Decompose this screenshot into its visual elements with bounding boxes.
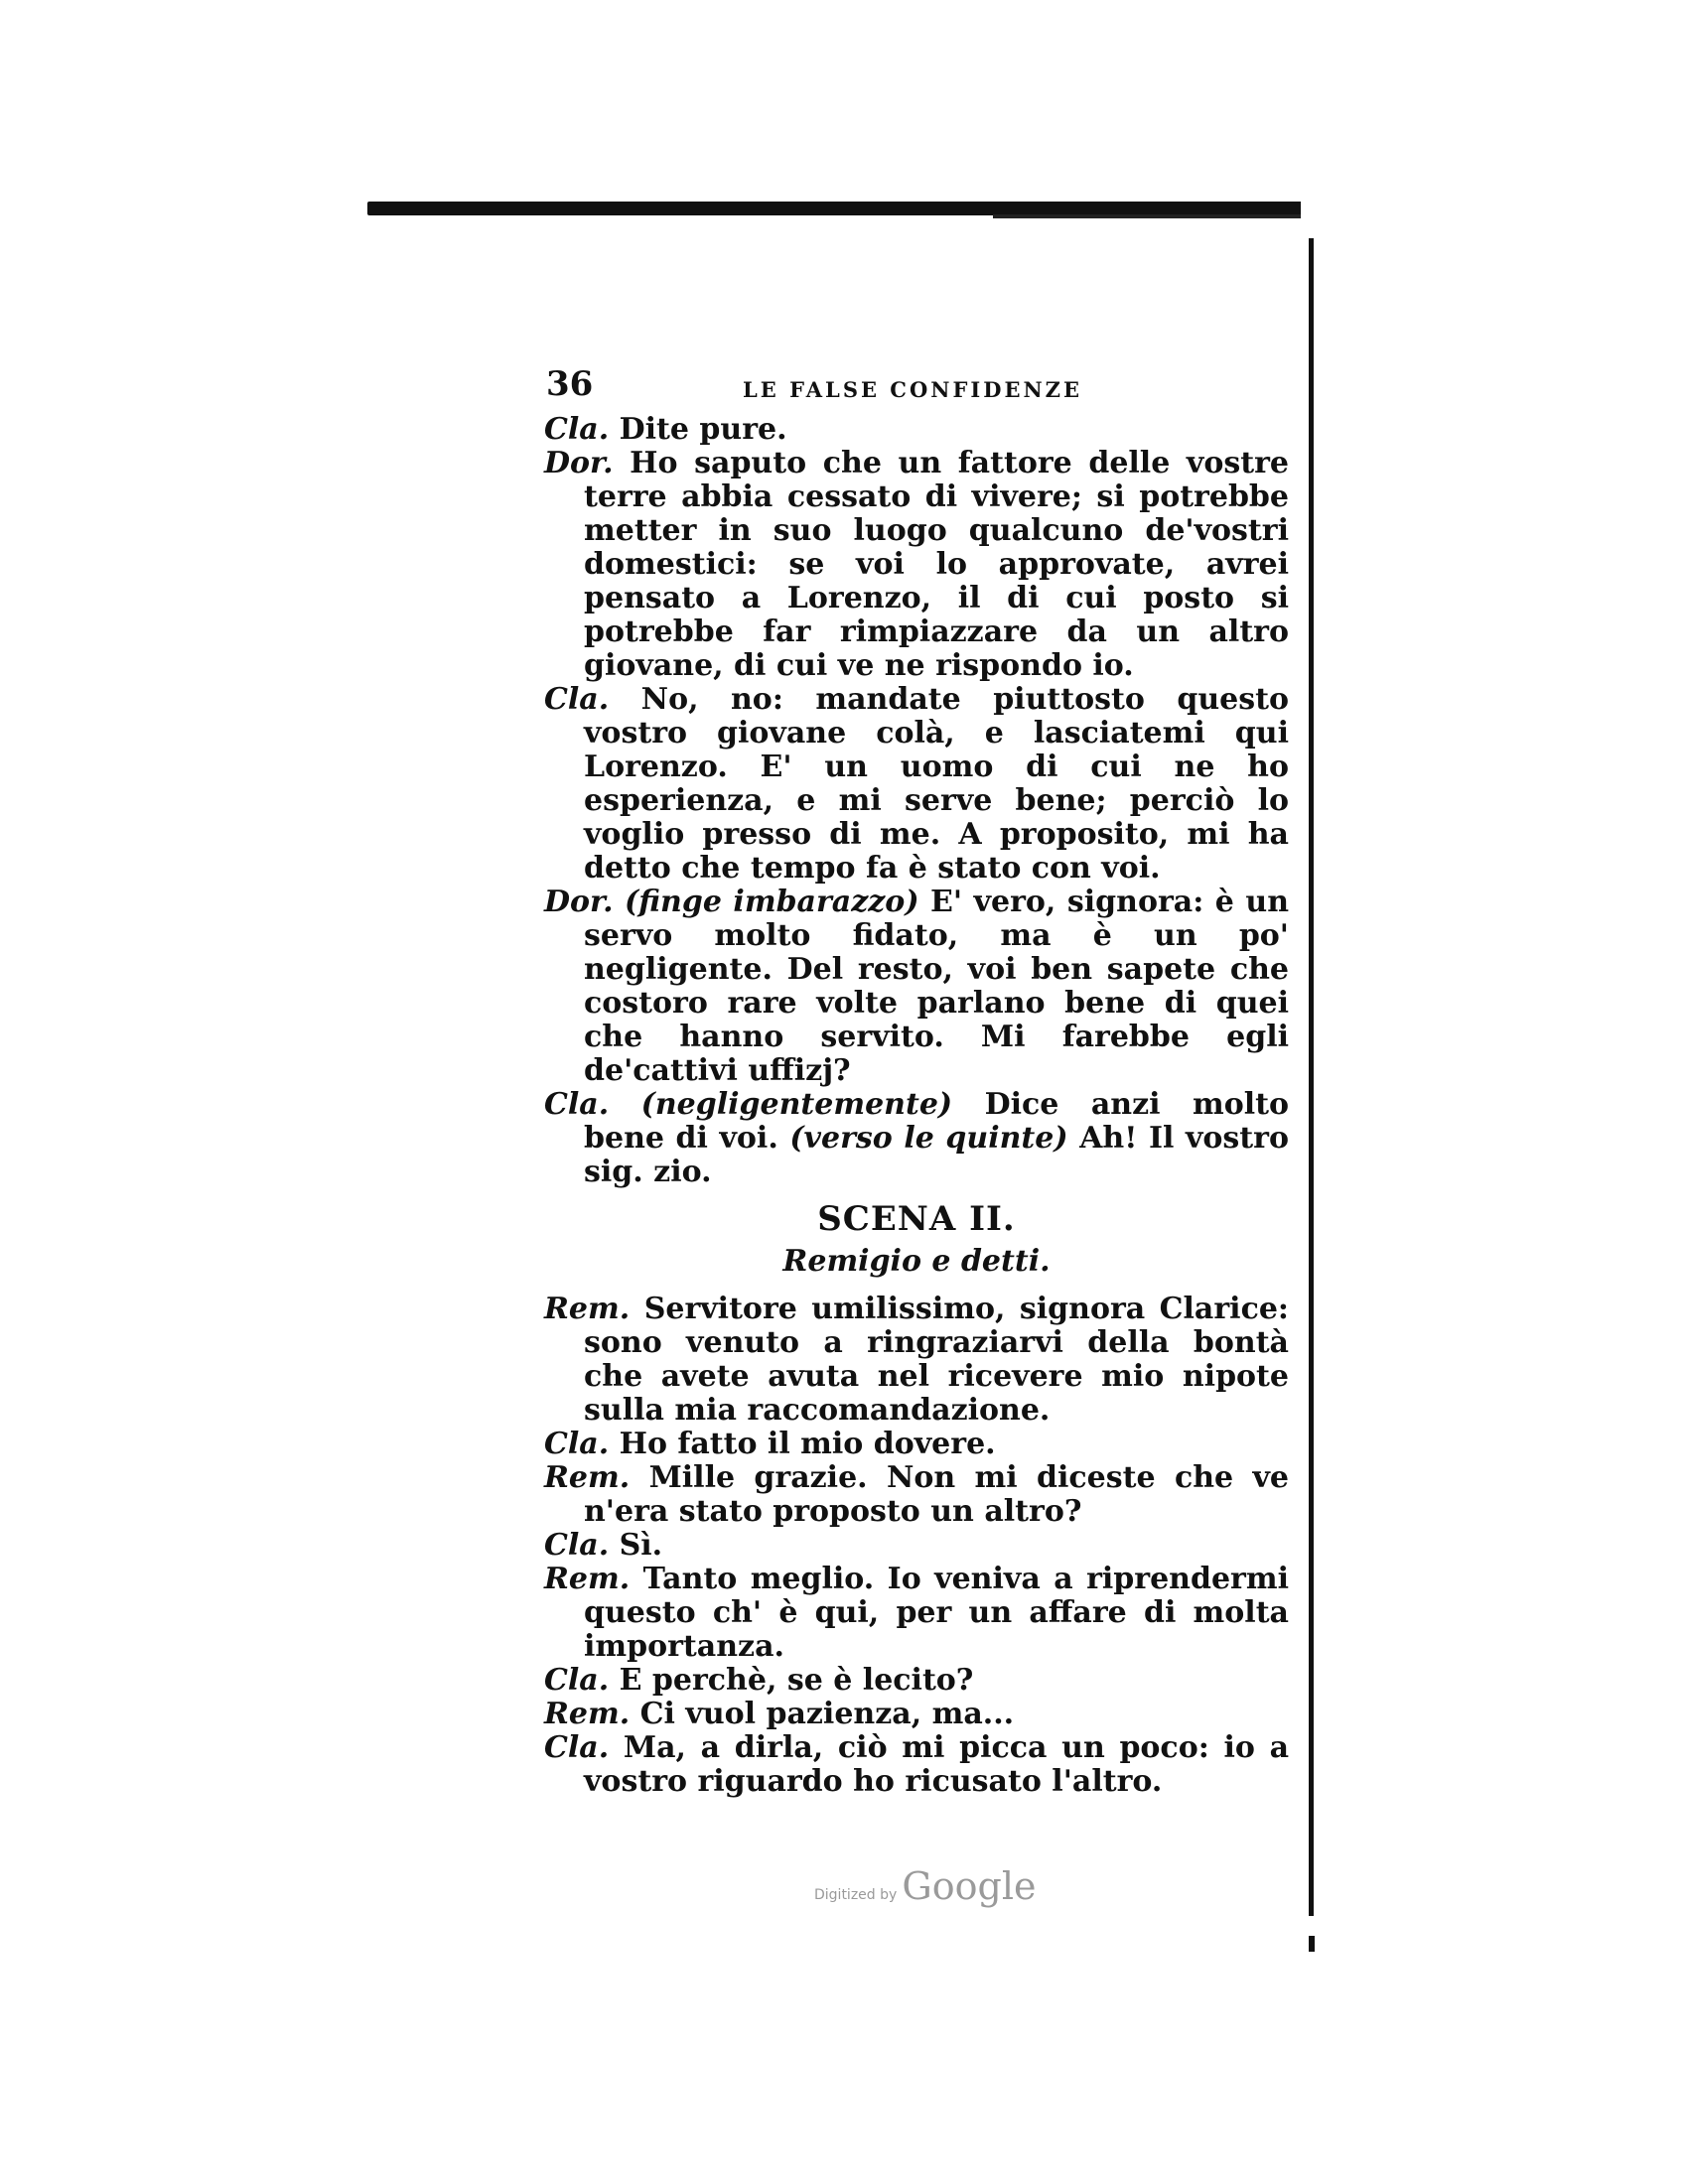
speaker: Cla. [544,1730,610,1765]
line-text: Dice anzi molto bene di voi. [584,1087,1290,1156]
dialogue-line [544,413,1289,447]
page-text [544,364,1290,1799]
digitization-watermark [814,1864,1036,1908]
dialogue-line [544,886,1289,1088]
line-text: Ci vuol pazienza, ma... [639,1697,1015,1731]
line-text: Tanto meglio. Io veniva a riprendermi questo ch' è qui, per un affare di molta importanza. [584,1562,1289,1664]
stage-direction: (negligentemente) [640,1087,953,1122]
speaker: Cla. [544,682,610,717]
line-text: Dite pure. [619,412,787,447]
dialogue-line [544,1088,1289,1189]
scene-heading: SCENA II. [817,1199,1016,1239]
speaker: Cla. [544,1528,610,1563]
page-number: 36 [546,364,594,404]
speaker: Cla. [544,1427,610,1461]
line-text: Ma, a dirla, ciò mi picca un poco: io a vostro riguardo ho ricusato l'altro. [584,1730,1290,1799]
line-text: No, no: mandate piuttosto questo vostro giovane colà, e lasciatemi qui Lorenzo. E' un uomo di cui ne ho esperienza, e mi serve bene; perciò lo voglio presso di me. A proposito, mi ha detto che tempo fa è stato con voi. [584,682,1289,886]
line-text: Ho saputo che un fattore delle vostre terre abbia cessato di vivere; si potrebbe metter in suo luogo qualcuno de'vostri domestici: se voi lo approvate, avrei pensato a Lorenzo, il di cui posto si potrebbe far rimpiazzare da un altro giovane, di cui ve ne rispondo io. [584,446,1289,683]
line-text: Servitore umilissimo, signora Clarice: sono venuto a ringraziarvi della bontà che avete avuta nel ricevere mio nipote sulla mia raccomandazione. [584,1292,1289,1428]
speaker: Dor. [544,446,614,480]
speaker: Cla. [544,1087,610,1122]
line-text: Mille grazie. Non mi diceste che ve n'era stato proposto un altro? [584,1460,1289,1529]
line-text: Ho fatto il mio dovere. [619,1427,996,1461]
speaker: Cla. [544,412,610,447]
dialogue-line [544,1563,1289,1664]
speaker: Rem. [544,1697,631,1731]
dialogue-line [544,1428,1289,1461]
line-text: Ah! Il vostro sig. zio. [584,1121,1289,1189]
dialogue-line [544,1529,1289,1563]
line-text: E' vero, signora: è un servo molto fidato, ma è un po' negligente. Del resto, voi ben sapete che costoro rare volte parlano bene di quei che hanno servito. Mi farebbe egli de'cattivi uffizj? [584,885,1289,1088]
stage-direction: (verso le quinte) [789,1121,1068,1156]
speaker: Rem. [544,1292,631,1326]
stage-direction: (finge imbarazzo) [625,885,919,919]
page-edge [1309,238,1314,1916]
watermark-logo: Google [902,1864,1037,1908]
dialogue-line [544,1664,1289,1698]
top-rule-thin [993,214,1301,218]
watermark-prefix: Digitized by [814,1887,898,1903]
dialogue-line [544,1461,1289,1529]
line-text: Sì. [619,1528,663,1563]
speaker: Rem. [544,1460,631,1495]
speaker: Rem. [544,1562,631,1596]
speaker: Cla. [544,1663,610,1698]
page-edge-mark [1309,1936,1315,1952]
dialogue-line [544,1731,1289,1799]
line-text: E perchè, se è lecito? [619,1663,974,1698]
top-rule [367,202,1301,215]
dialogue-line [544,1698,1289,1731]
dialogue-line [544,447,1289,683]
dialogue-line [544,1293,1289,1428]
dialogue-line [544,683,1289,886]
running-title: LE FALSE CONFIDENZE [743,377,1082,402]
scene-characters: Remigio e detti. [782,1244,1051,1279]
page-header [544,364,1289,413]
speaker: Dor. [544,885,614,919]
